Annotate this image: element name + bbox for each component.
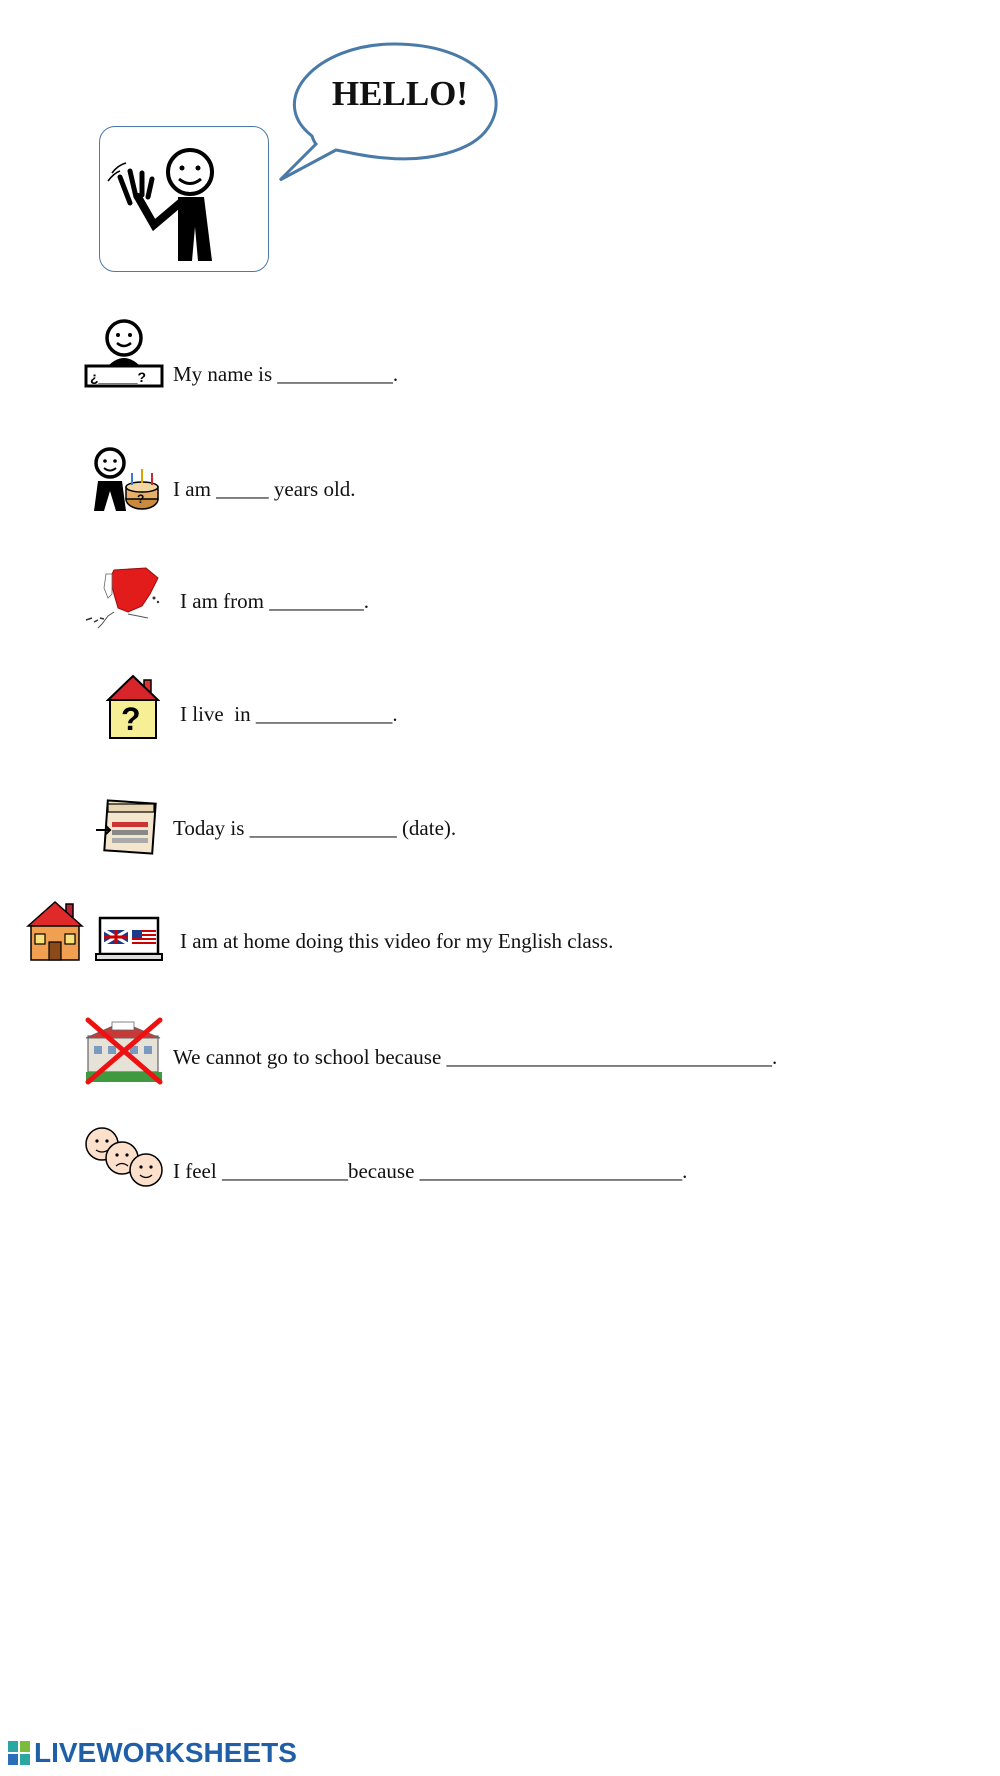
sentence-age: I am _____ years old. [173,477,356,501]
no-school-icon [84,1016,164,1086]
sentence-from: I am from _________. [180,589,369,613]
birthday-cake-person-icon [92,447,162,513]
svg-text:?: ? [137,492,145,506]
svg-text:¿_____?: ¿_____? [90,369,147,385]
sentence-name: My name is ___________. [173,362,399,386]
liveworksheets-logo-icon [8,1741,30,1765]
calendar-icon [94,798,160,856]
footer-brand-text: LIVEWORKSHEETS [34,1737,297,1768]
sentence-home: I am at home doing this video for my English class. [180,929,614,953]
footer-brand [8,1738,297,1768]
spain-map-icon [84,564,164,630]
sentence-school: We cannot go to school because _______________________________. [173,1045,778,1069]
speech-bubble [276,40,511,190]
name-tag-person-icon [84,318,164,390]
greeting-box [99,126,269,272]
waving-person-icon [100,127,270,273]
laptop-flags-icon [94,916,164,964]
svg-text:?: ? [121,701,141,737]
bubble-text: HELLO! [331,74,469,113]
sentence-feel: I feel ____________because _________________________. [173,1159,688,1183]
house-question-icon [106,674,160,740]
emotion-faces-icon [84,1126,166,1190]
sentence-date: Today is ______________ (date). [173,816,457,840]
house-icon [26,900,86,962]
sentence-live: I live in _____________. [180,702,398,726]
